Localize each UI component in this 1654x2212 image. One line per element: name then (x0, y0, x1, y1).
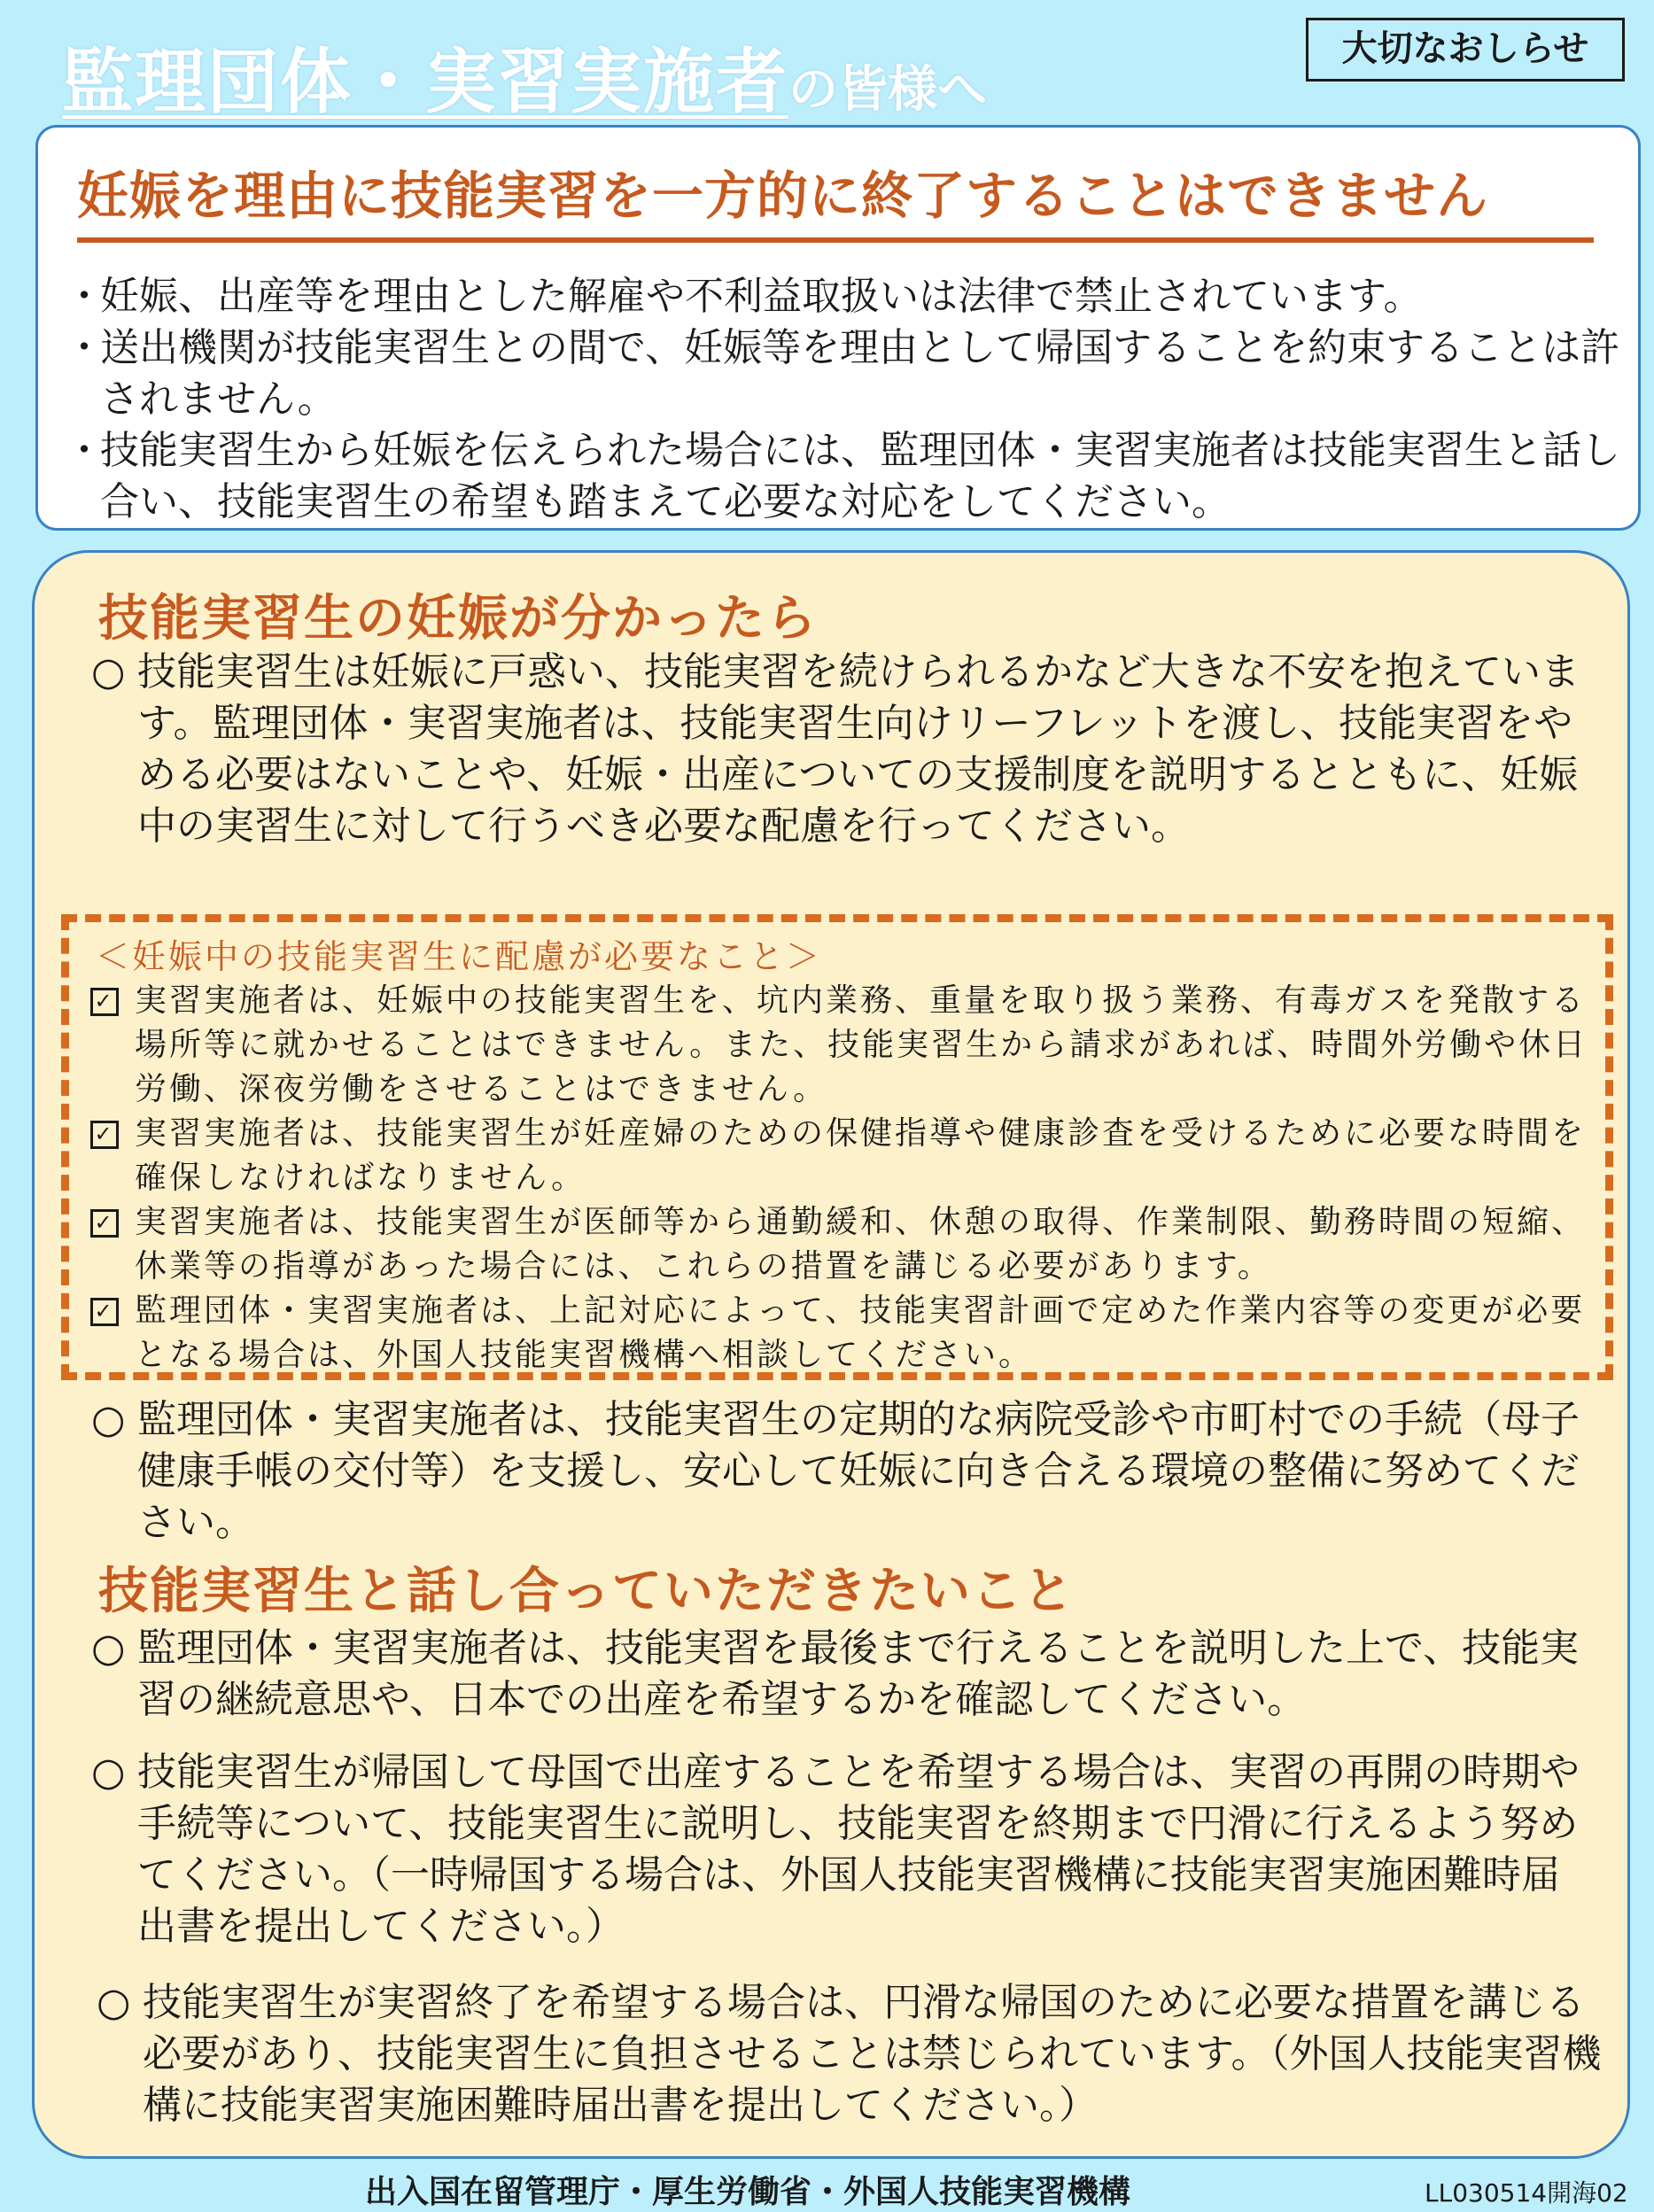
list-item (89, 1112, 1595, 1200)
list-item (89, 1200, 1595, 1289)
paragraph-text: 監理団体・実習実施者は、技能実習生の定期的な病院受診や市町村での手続（母子健康手帳の交付等）を支援し、安心して妊娠に向き合える環境の整備に努めてください。 (137, 1397, 1580, 1545)
checkbox-checked-icon: ✓ (90, 988, 119, 1016)
considerations-title: ＜妊娠中の技能実習生に配慮が必要なこと＞ (96, 937, 823, 976)
consideration-text: 実習実施者は、技能実習生が医師等から通勤緩和、休憩の取得、作業制限、勤務時間の短縮、休業等の指導があった場合には、これらの措置を講じる必要があります。 (135, 1204, 1587, 1285)
paragraph-hospital-support (91, 1394, 1597, 1548)
prohibition-box (35, 125, 1641, 531)
circle-mark: ○ (91, 1397, 126, 1442)
bullet-text: 妊娠、出産等を理由とした解雇や不利益取扱いは法律で禁止されています。 (100, 274, 1423, 319)
list-item (65, 322, 1624, 425)
consideration-text: 実習実施者は、技能実習生が妊産婦のための保健指導や健康診査を受けるために必要な時間を確保しなければなりません。 (135, 1115, 1587, 1196)
list-item (89, 979, 1595, 1112)
paragraph-text: 技能実習生が実習終了を希望する場合は、円滑な帰国のために必要な措置を講じる必要があり、技能実習生に負担させることは禁じられています。（外国人技能実習機構に技能実習実施困難時届出書を提出してください。） (143, 1980, 1602, 2128)
section-heading-pregnancy: 技能実習生の妊娠が分かったら (98, 590, 818, 648)
consideration-text: 監理団体・実習実施者は、上記対応によって、技能実習計画で定めた作業内容等の変更が必要となる場合は、外国人技能実習機構へ相談してください。 (135, 1292, 1586, 1373)
checkbox-checked-icon: ✓ (90, 1298, 119, 1326)
notice-badge: 大切なおしらせ (1306, 18, 1625, 81)
considerations-list (89, 979, 1595, 1378)
list-item (89, 1289, 1595, 1378)
document-code: LL030514開海02 (1425, 2178, 1628, 2208)
paragraph-text: 技能実習生が帰国して母国で出産することを希望する場合は、実習の再開の時期や手続等について、技能実習生に説明し、技能実習を終期まで円滑に行えるよう努めてください。（一時帰国する場合は、外国人技能実習機構に技能実習実施困難時届出書を提出してください。） (137, 1750, 1580, 1949)
considerations-box (61, 914, 1613, 1380)
list-item (65, 271, 1624, 322)
paragraph-text: 技能実習生は妊娠に戸惑い、技能実習を続けられるかなど大きな不安を抱えています。監理団体・実習実施者は、技能実習生向けリーフレットを渡し、技能実習をやめる必要はないことや、妊娠・出産についての支援制度を説明するとともに、妊娠中の実習生に対して行うべき必要な配慮を行ってください。 (137, 649, 1580, 849)
page-title-main: 監理団体・実習実施者 (62, 41, 788, 123)
footer-agencies: 出入国在留管理庁・厚生労働省・外国人技能実習機構 (365, 2174, 1131, 2210)
paragraph-pregnancy-support (91, 647, 1597, 852)
list-item (65, 425, 1624, 528)
paragraph-confirm-intent (91, 1623, 1615, 1726)
guidance-box (32, 550, 1630, 2159)
bullet-text: 送出機関が技能実習生との間で、妊娠等を理由として帰国することを約束することは許されません。 (100, 325, 1620, 422)
checkbox-checked-icon: ✓ (90, 1209, 119, 1238)
section-heading-discussion: 技能実習生と話し合っていただきたいこと (98, 1563, 1075, 1620)
bullet-text: 技能実習生から妊娠を伝えられた場合には、監理団体・実習実施者は技能実習生と話し合い、技能実習生の希望も踏まえて必要な対応をしてください。 (100, 428, 1620, 524)
circle-mark: ○ (97, 1980, 131, 2025)
circle-mark: ○ (91, 649, 126, 695)
footer (0, 2167, 1654, 2208)
paragraph-return-home-birth (91, 1747, 1597, 1952)
prohibition-bullet-list (65, 271, 1624, 528)
prohibition-headline: 妊娠を理由に技能実習を一方的に終了することはできません (77, 154, 1594, 243)
checkbox-checked-icon: ✓ (90, 1121, 119, 1149)
consideration-text: 実習実施者は、妊娠中の技能実習生を、坑内業務、重量を取り扱う業務、有毒ガスを発散する場所等に就かせることはできません。また、技能実習生から請求があれば、時間外労働や休日労働、深夜労働をさせることはできません。 (135, 982, 1588, 1107)
bullet-mark: ・ (65, 274, 104, 319)
circle-mark: ○ (91, 1750, 126, 1795)
page-title (62, 25, 987, 127)
bullet-mark: ・ (65, 325, 104, 370)
paragraph-end-training (97, 1977, 1603, 2131)
page-title-suffix: の皆様へ (788, 61, 987, 119)
bullet-mark: ・ (65, 428, 104, 473)
circle-mark: ○ (91, 1626, 126, 1671)
paragraph-text: 監理団体・実習実施者は、技能実習を最後まで行えることを説明した上で、技能実習の継続意思や、日本での出産を希望するかを確認してください。 (137, 1626, 1580, 1722)
